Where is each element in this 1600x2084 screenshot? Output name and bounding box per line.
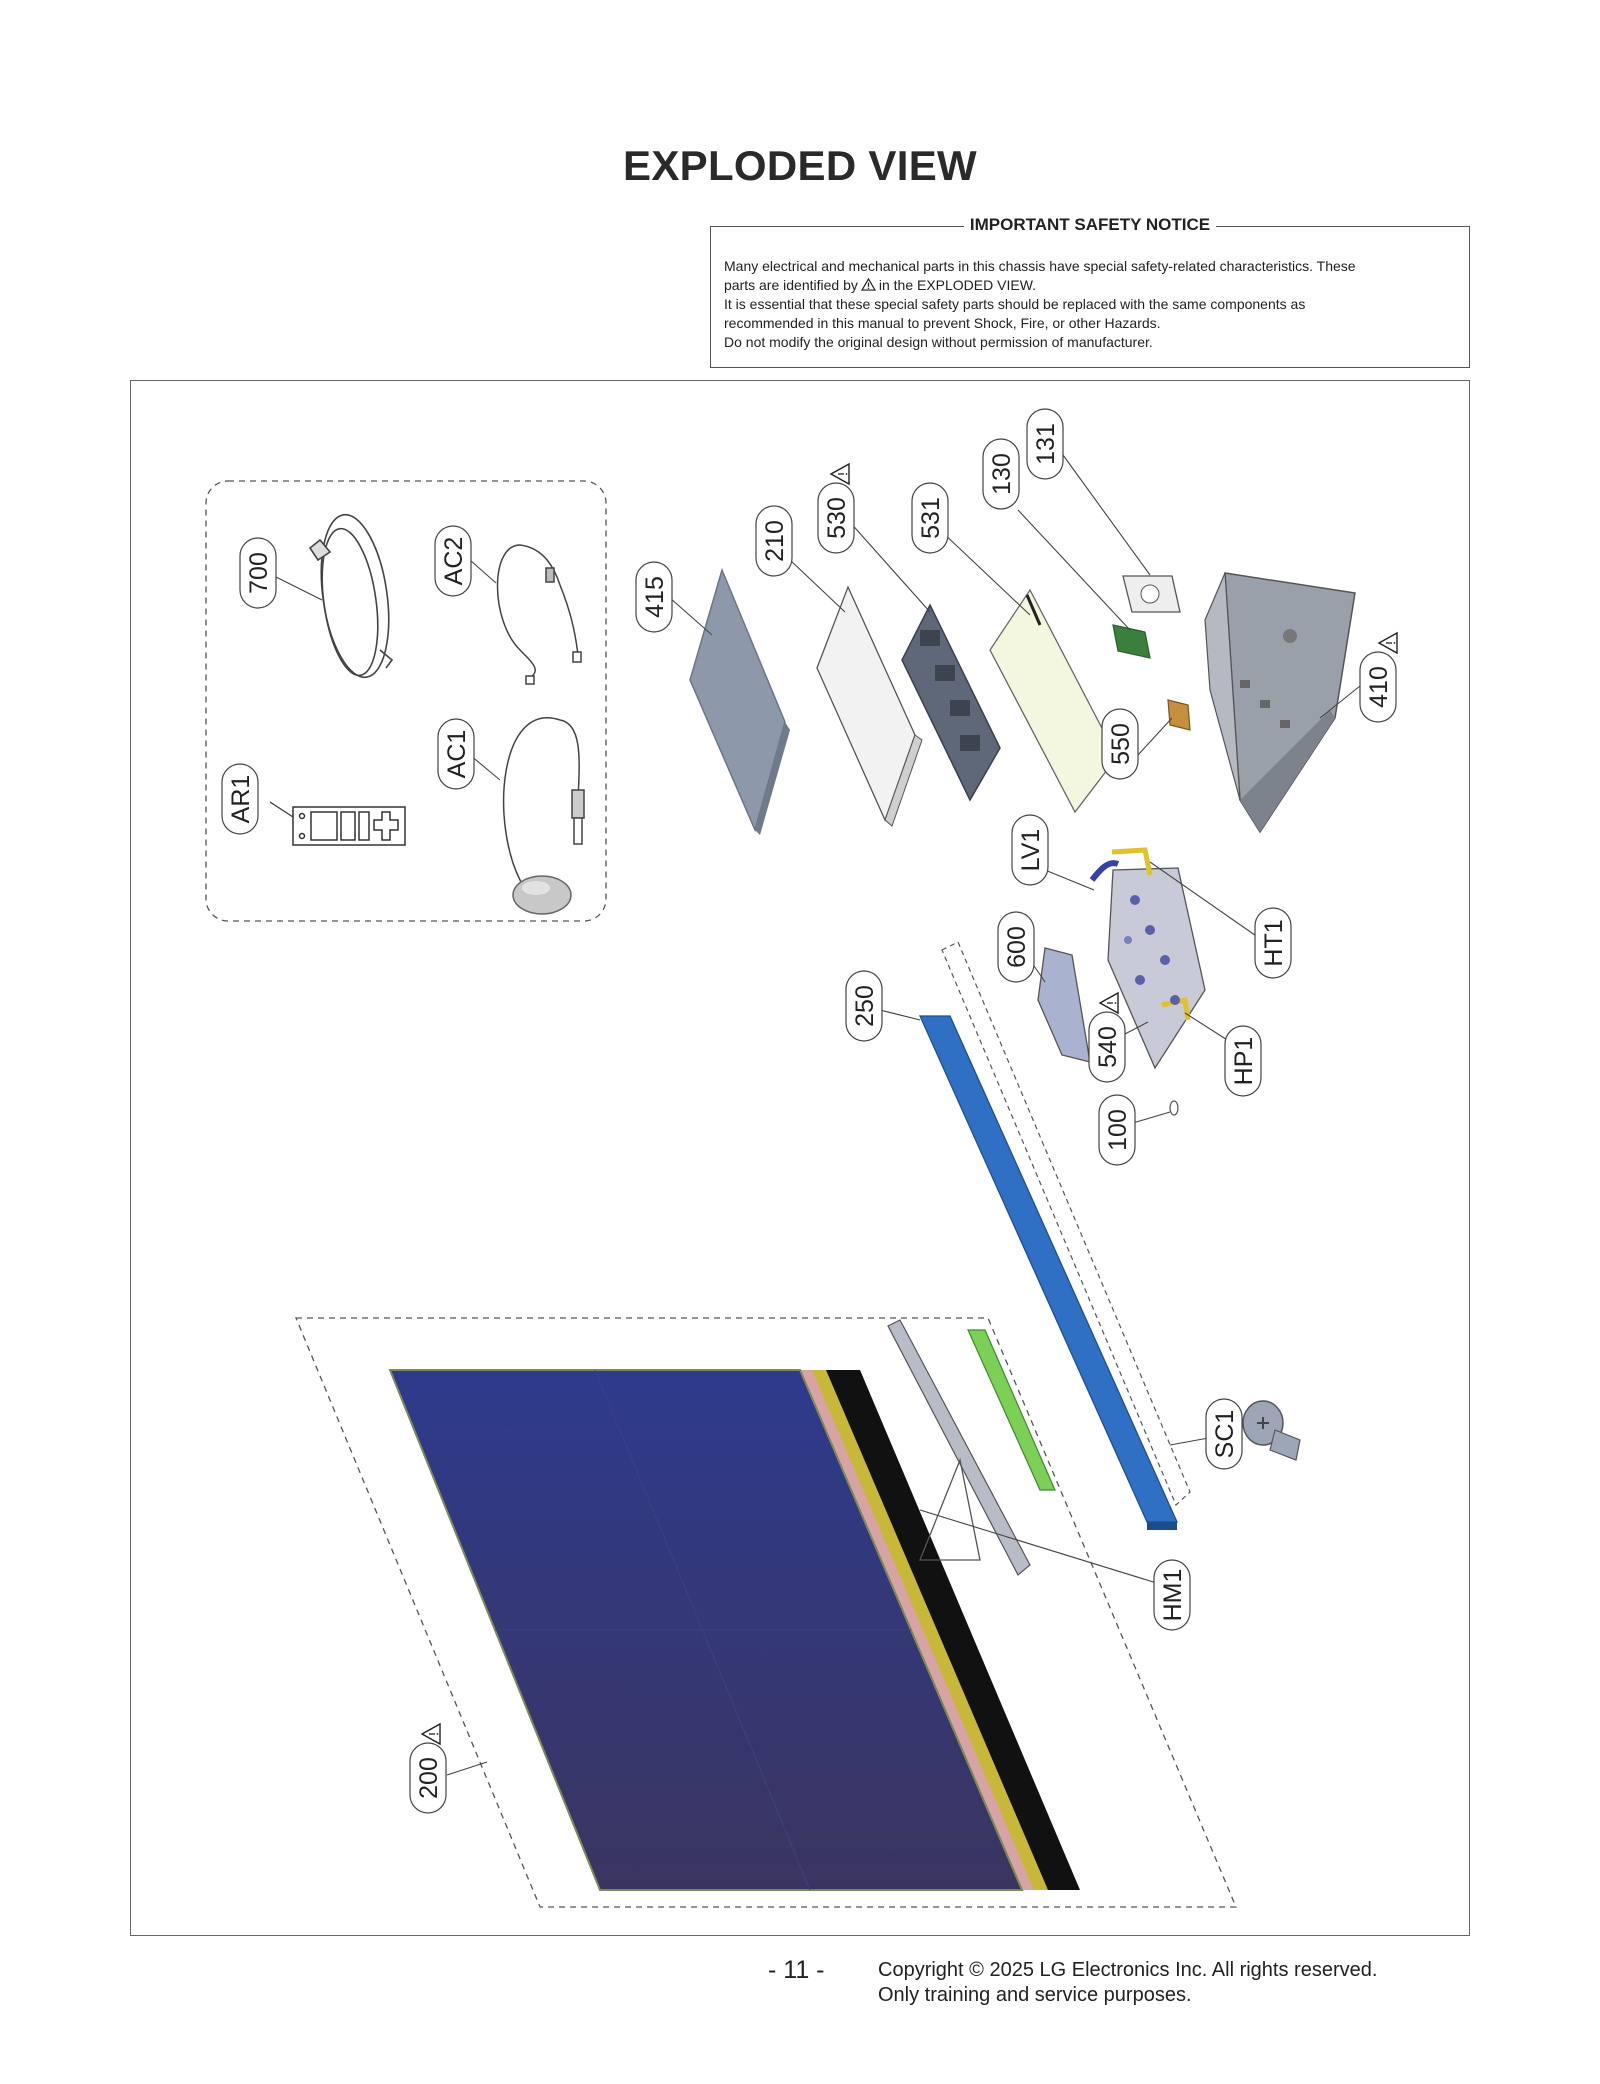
notice-line: parts are identified by in the EXPLODED VIEW. (724, 277, 1037, 293)
callout-label: HM1 (1159, 1568, 1187, 1622)
notice-line: Do not modify the original design without permission of manufacturer. (724, 334, 1153, 350)
callout-530 (818, 483, 854, 553)
callout-label: 550 (1107, 723, 1135, 765)
callout-130 (983, 439, 1019, 509)
callout-label: AC1 (443, 729, 471, 779)
notice-line: Many electrical and mechanical parts in this chassis have special safety-related characteristics. These (724, 258, 1356, 274)
callout-415 (636, 562, 672, 632)
callout-HM1 (1154, 1560, 1190, 1630)
callout-label: LV1 (1017, 828, 1045, 872)
callout-label: 131 (1032, 423, 1060, 465)
screw-sc1-illustration (1243, 1401, 1300, 1460)
callout-label: 531 (917, 497, 945, 539)
notice-line: recommended in this manual to prevent Shock, Fire, or other Hazards. (724, 315, 1161, 331)
callout-label: 415 (641, 576, 669, 618)
callout-HP1 (1225, 1026, 1261, 1096)
connector-550 (1168, 700, 1190, 730)
callout-100 (1099, 1095, 1135, 1165)
ac1-ir-receiver-illustration (504, 718, 584, 914)
callout-label: 250 (851, 985, 879, 1027)
callout-HT1 (1255, 908, 1291, 978)
copyright-line: Copyright © 2025 LG Electronics Inc. All rights reserved. (878, 1959, 1378, 1981)
green-pcb (968, 1330, 1055, 1490)
warning-triangle-icon (1379, 633, 1397, 653)
callout-label: 130 (988, 453, 1016, 495)
callout-label: 700 (245, 552, 273, 594)
callout-label: AR1 (227, 774, 255, 824)
warning-triangle-icon (831, 464, 849, 484)
callout-200 (410, 1743, 446, 1813)
warning-triangle-icon (422, 1724, 440, 1744)
callout-label: 410 (1365, 666, 1393, 708)
callout-label: AC2 (440, 536, 468, 586)
ac2-cable-illustration (498, 545, 582, 684)
callout-label: 600 (1003, 926, 1031, 968)
notice-line: It is essential that these special safety parts should be replaced with the same components as (724, 296, 1306, 312)
callout-label: 210 (761, 520, 789, 562)
callout-410 (1360, 652, 1396, 722)
bracket-600 (1038, 948, 1090, 1062)
small-pcb-130 (1113, 625, 1150, 658)
callout-LV1 (1012, 815, 1048, 885)
insulator-sheet-531 (990, 590, 1117, 812)
callout-550 (1102, 709, 1138, 779)
ar1-remote-illustration (270, 802, 405, 845)
callout-label: 100 (1104, 1109, 1132, 1151)
callout-AC2 (435, 526, 471, 596)
page-title: EXPLODED VIEW (623, 142, 977, 189)
callout-label: 200 (415, 1757, 443, 1799)
callout-250 (846, 971, 882, 1041)
safety-notice-heading: IMPORTANT SAFETY NOTICE (964, 215, 1216, 234)
callout-label: HT1 (1260, 919, 1288, 967)
callout-label: 540 (1094, 1026, 1122, 1068)
callout-600 (998, 912, 1034, 982)
callout-AR1 (222, 764, 258, 834)
callout-531 (912, 483, 948, 553)
callout-131 (1027, 409, 1063, 479)
callout-label: 530 (823, 497, 851, 539)
callout-label: SC1 (1211, 1409, 1239, 1459)
page-number: - 11 - (768, 1956, 825, 1984)
copyright-line: Only training and service purposes. (878, 1984, 1192, 2006)
copyright (878, 1958, 1377, 2008)
shield-case-410 (1205, 573, 1355, 832)
callout-SC1 (1206, 1399, 1242, 1469)
warning-triangle-icon (1100, 993, 1118, 1013)
washer-100 (1170, 1101, 1178, 1115)
power-cord-illustration (310, 510, 398, 681)
lcd-panel-200 (390, 1370, 1080, 1890)
callout-label: HP1 (1230, 1036, 1258, 1086)
callout-540 (1089, 1012, 1125, 1082)
callout-700 (240, 538, 276, 608)
callout-AC1 (438, 719, 474, 789)
callout-210 (756, 506, 792, 576)
